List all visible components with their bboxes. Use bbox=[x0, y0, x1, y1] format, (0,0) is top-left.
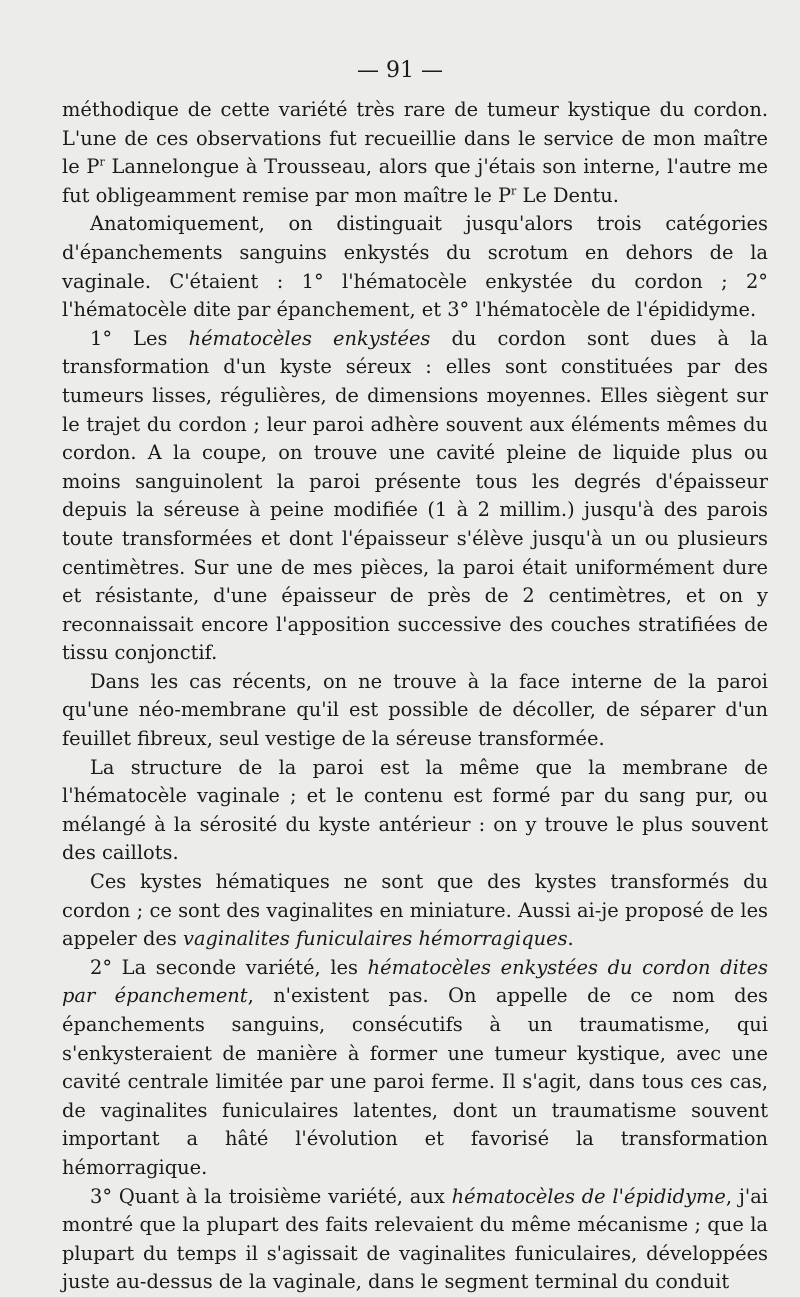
superscript-text: r bbox=[511, 184, 517, 198]
text-run: , j'ai montré que la plupart des faits relevaient du même mécanisme ; que la plupart du temps il s'agissait de vaginalites funiculaires, développées juste au-dessus de la vaginale, dans le segment terminal du conduit bbox=[62, 1184, 768, 1294]
text-run: 3° Quant à la troisième variété, aux bbox=[90, 1184, 452, 1208]
page-number: — 91 — bbox=[357, 58, 443, 83]
body-text bbox=[62, 96, 768, 1297]
paragraph bbox=[62, 210, 768, 324]
text-run: Anatomiquement, on distinguait jusqu'alors trois catégories d'épanchements sanguins enkystés du scrotum en dehors de la vaginale. C'étaient : 1° l'hématocèle enkystée du cordon ; 2° l'hématocèle dite par épanchement, et 3° l'hématocèle de l'épididyme. bbox=[62, 212, 768, 322]
text-run: 1° Les bbox=[90, 326, 189, 350]
superscript-text: r bbox=[99, 155, 105, 169]
italic-text: hématocèles enkystées du cordon dites par épanchement bbox=[62, 955, 768, 1008]
italic-text: vaginalites funiculaires hémorragiques bbox=[182, 927, 568, 951]
text-run: du cordon sont dues à la transformation d'un kyste séreux : elles sont constituées par des tumeurs lisses, régulières, de dimensions moyennes. Elles siègent sur le trajet du cordon ; leur paroi adhère souvent aux éléments mêmes du cordon. A la coupe, on trouve une cavité pleine de liquide plus ou moins sanguinolent la paroi présente tous les degrés d'épaisseur depuis la séreuse à peine modifiée (1 à 2 millim.) jusqu'à des parois toute transformées et dont l'épaisseur s'élève jusqu'à un ou plusieurs centimètres. Sur une de mes pièces, la paroi était uniformément dure et résistante, d'une épaisseur de près de 2 centimètres, et on y reconnaissait encore l'apposition successive des couches stratifiées de tissu conjonctif. bbox=[62, 326, 768, 665]
paragraph bbox=[62, 954, 768, 1183]
italic-text: hématocèles de l'épididyme bbox=[451, 1184, 726, 1208]
text-run: La structure de la paroi est la même que la membrane de l'hématocèle vaginale ; et le contenu est formé par du sang pur, ou mélangé à la sérosité du kyste antérieur : on y trouve le plus souvent des caillots. bbox=[62, 755, 768, 865]
paragraph bbox=[62, 1183, 768, 1297]
text-run: , n'existent pas. On appelle de ce nom des épanchements sanguins, consécutifs à un traumatisme, qui s'enkysteraient de manière à former une tumeur kystique, avec une cavité centrale limitée par une paroi ferme. Il s'agit, dans tous ces cas, de vaginalites funiculaires latentes, dont un traumatisme souvent important a hâté l'évolution et favorisé la transformation hémorragique. bbox=[62, 984, 769, 1179]
text-run: 2° La seconde variété, les bbox=[90, 955, 368, 979]
paragraph bbox=[62, 754, 768, 868]
text-run: . bbox=[567, 927, 574, 951]
italic-text: hématocèles enkystées bbox=[188, 326, 431, 350]
text-run: méthodique de cette variété très rare de tumeur kystique du cordon. L'une de ces observations fut recueillie dans le service de mon maître le P bbox=[62, 98, 768, 179]
paragraph bbox=[62, 868, 768, 954]
text-run: Lannelongue à Trousseau, alors que j'étais son interne, l'autre me fut obligeamment remise par mon maître le P bbox=[62, 155, 769, 207]
paragraph bbox=[62, 96, 768, 210]
paragraph bbox=[62, 668, 768, 754]
text-run: Le Dentu. bbox=[516, 183, 619, 207]
paragraph bbox=[62, 325, 768, 668]
text-run: Ces kystes hématiques ne sont que des kystes transformés du cordon ; ce sont des vaginalites en miniature. Aussi ai-je proposé de les appeler des bbox=[62, 870, 768, 951]
text-run: Dans les cas récents, on ne trouve à la face interne de la paroi qu'une néo-membrane qu'il est possible de décoller, de séparer d'un feuillet fibreux, seul vestige de la séreuse transformée. bbox=[62, 669, 768, 751]
